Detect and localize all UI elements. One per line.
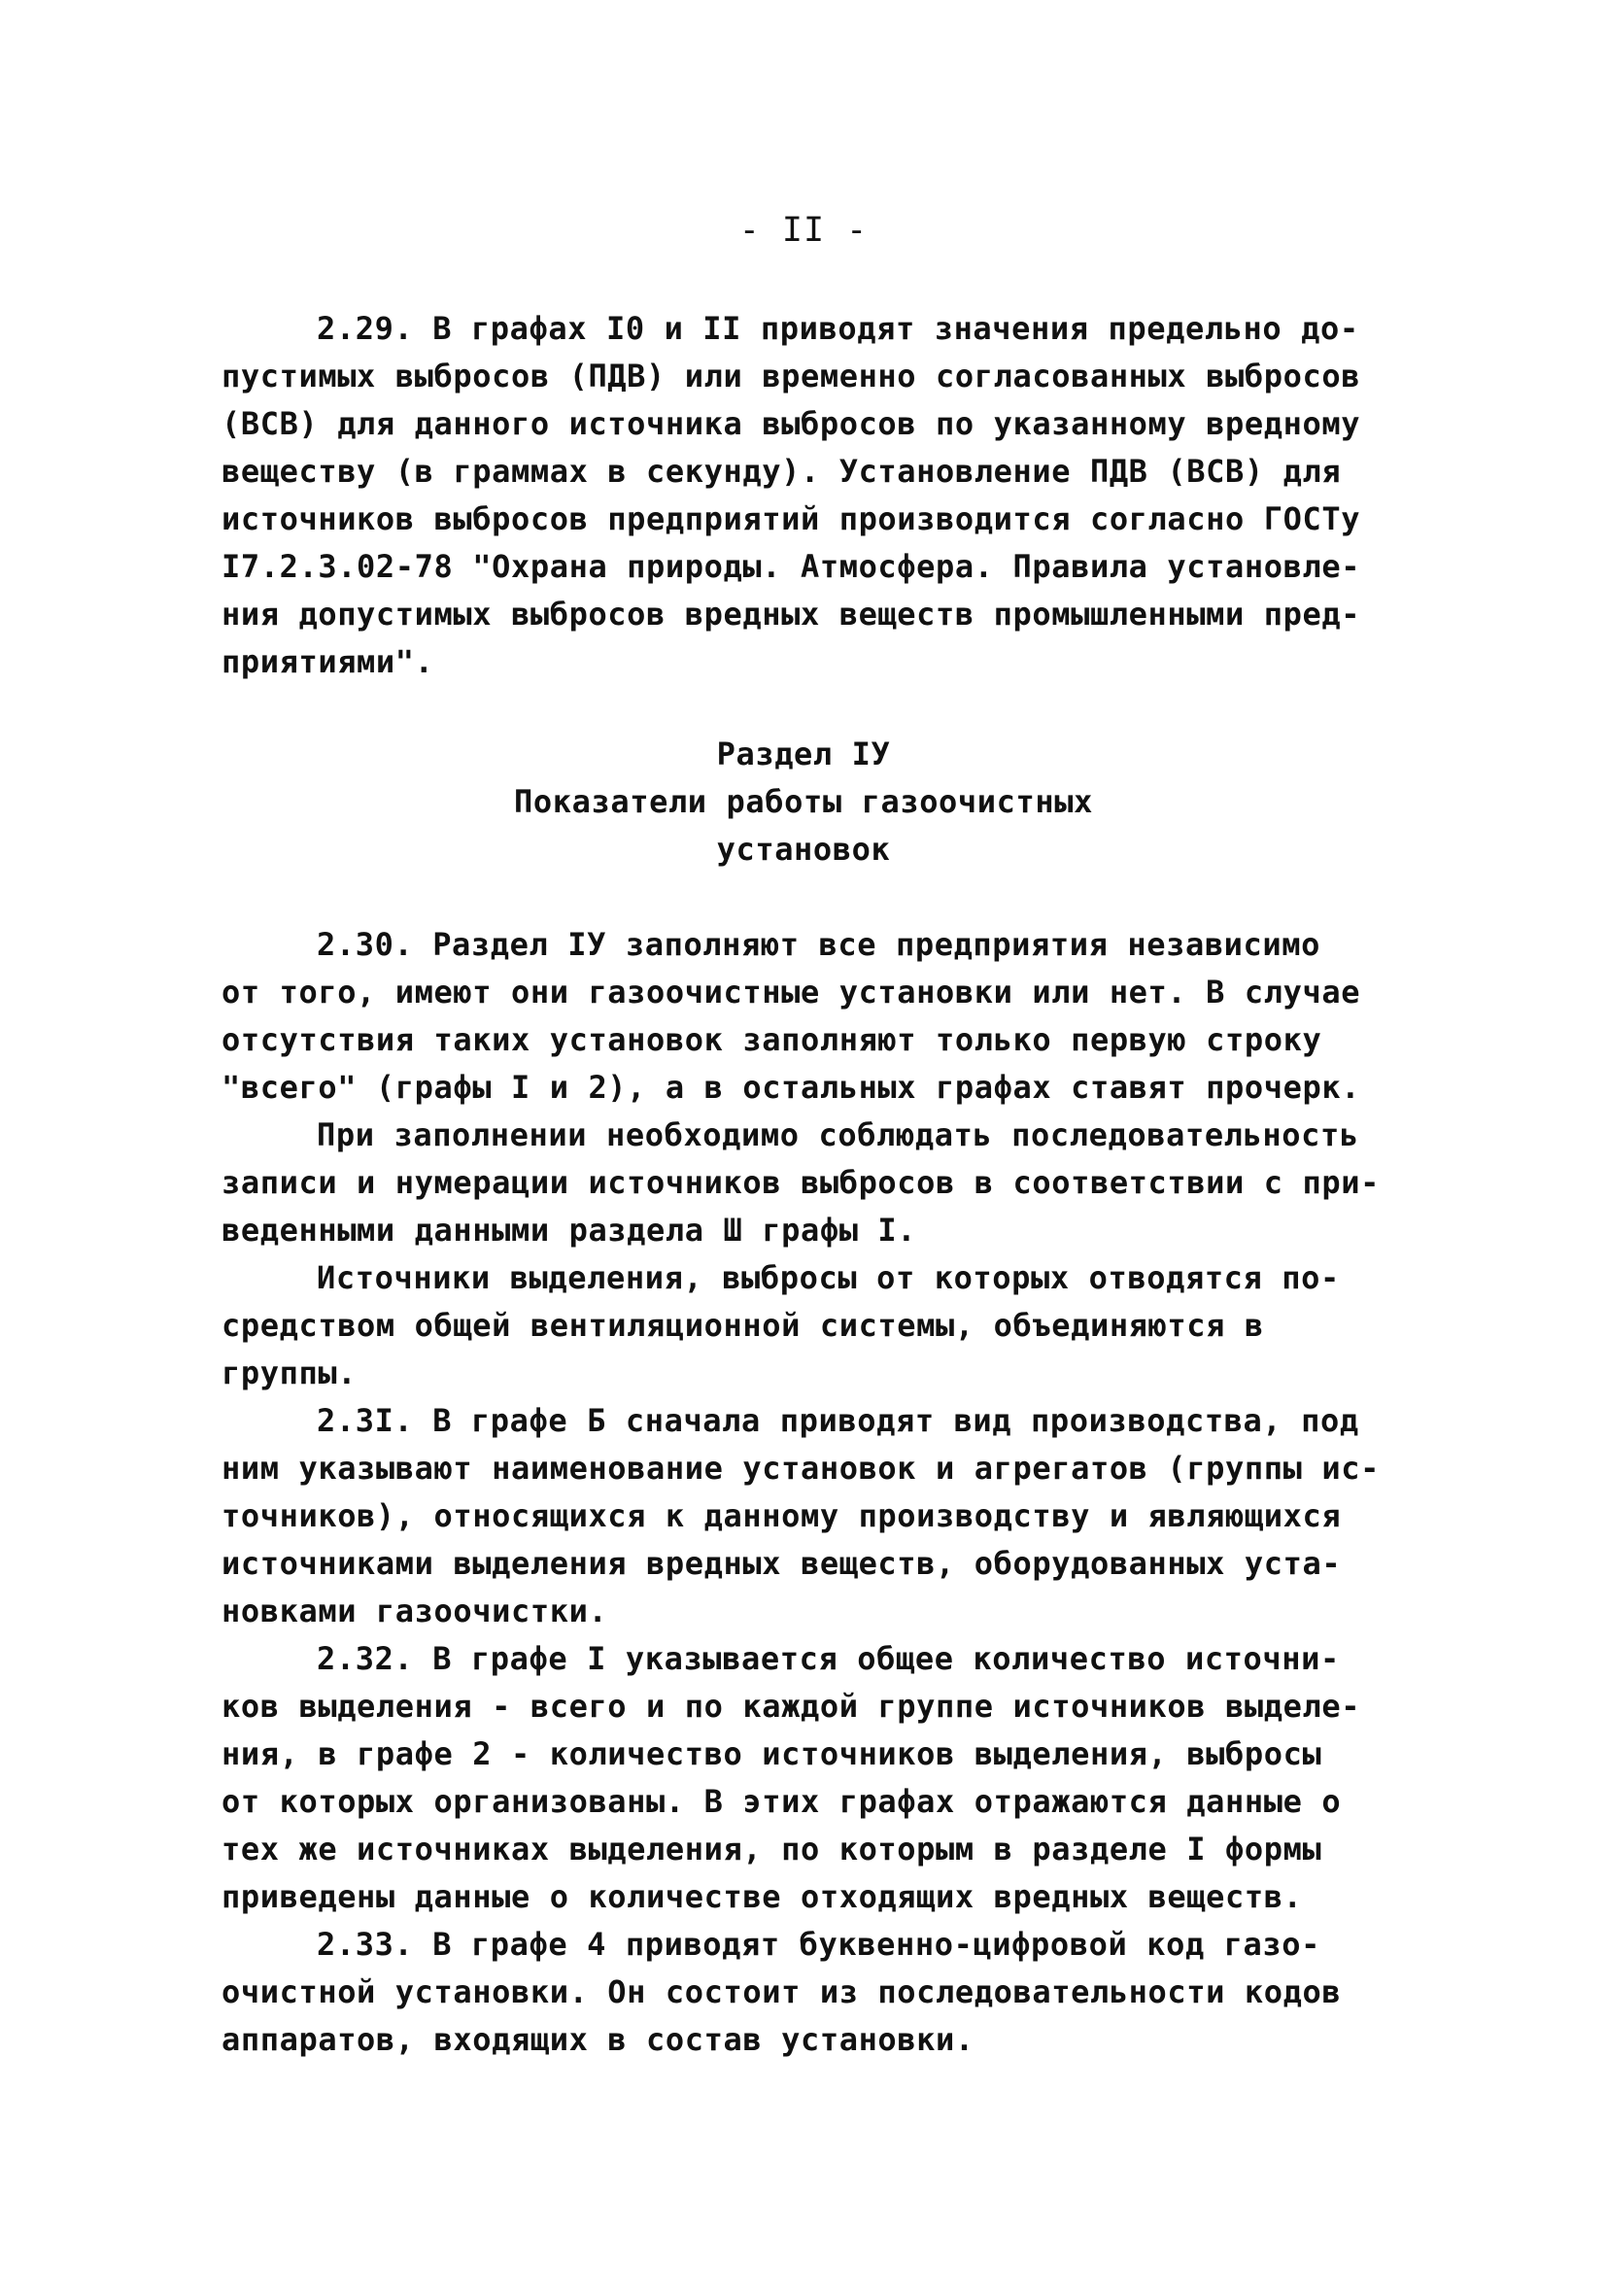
text-line: точников), относящихся к данному производству и являющихся xyxy=(222,1497,1342,1534)
text-line: "всего" (графы I и 2), а в остальных графах ставят прочерк. xyxy=(222,1069,1361,1106)
text-line: 2.33. В графе 4 приводят буквенно-цифровой код газо- xyxy=(317,1926,1321,1963)
text-line: от того, имеют они газоочистные установки или нет. В случае xyxy=(222,974,1361,1011)
text-line: 2.3I. В графе Б сначала приводят вид производства, под xyxy=(317,1402,1359,1439)
text-line: записи и нумерации источников выбросов в соответствии с при- xyxy=(222,1164,1380,1201)
text-line: от которых организованы. В этих графах отражаются данные о xyxy=(222,1783,1342,1820)
text-line: веденными данными раздела Ш графы I. xyxy=(222,1212,917,1249)
text-line: отсутствия таких установок заполняют только первую строку xyxy=(222,1021,1322,1058)
text-line: При заполнении необходимо соблюдать последовательность xyxy=(317,1116,1359,1153)
text-line: тех же источниках выделения, по которым в разделе I формы xyxy=(222,1831,1322,1868)
text-line: 2.32. В графе I указывается общее количество источни- xyxy=(317,1640,1340,1677)
text-line: 2.29. В графах I0 и II приводят значения предельно до- xyxy=(317,310,1359,347)
text-line: ков выделения - всего и по каждой группе источников выделе- xyxy=(222,1688,1361,1725)
text-line: приведены данные о количестве отходящих вредных веществ. xyxy=(222,1878,1303,1915)
text-line: веществу (в граммах в секунду). Установление ПДВ (ВСВ) для xyxy=(222,453,1342,490)
text-line: ним указывают наименование установок и агрегатов (группы ис- xyxy=(222,1450,1380,1487)
text-line: ния, в графе 2 - количество источников выделения, выбросы xyxy=(222,1735,1322,1772)
text-line: источниками выделения вредных веществ, оборудованных уста- xyxy=(222,1545,1342,1582)
text-line: очистной установки. Он состоит из последовательности кодов xyxy=(222,1973,1342,2010)
text-line: (ВСВ) для данного источника выбросов по указанному вредному xyxy=(222,405,1361,442)
text-line: 2.30. Раздел IУ заполняют все предприятия независимо xyxy=(317,926,1321,963)
section-title-line: Показатели работы газоочистных xyxy=(514,783,1093,820)
section-title-line: установок xyxy=(716,831,891,868)
text-line: источников выбросов предприятий производится согласно ГОСТу xyxy=(222,500,1361,537)
text-line: группы. xyxy=(222,1354,358,1391)
text-line: I7.2.3.02-78 "Охрана природы. Атмосфера. Правила установле- xyxy=(222,548,1361,585)
text-line: пустимых выбросов (ПДВ) или временно согласованных выбросов xyxy=(222,358,1361,394)
text-line: аппаратов, входящих в состав установки. xyxy=(222,2021,974,2058)
page-number: - II - xyxy=(738,211,869,250)
text-line: средством общей вентиляционной системы, объединяются в xyxy=(222,1307,1264,1344)
section-label: Раздел IУ xyxy=(716,736,891,772)
text-line: Источники выделения, выбросы от которых отводятся по- xyxy=(317,1259,1340,1296)
text-line: новками газоочистки. xyxy=(222,1593,608,1629)
text-line: приятиями". xyxy=(222,643,434,680)
text-line: ния допустимых выбросов вредных веществ промышленными пред- xyxy=(222,596,1361,633)
